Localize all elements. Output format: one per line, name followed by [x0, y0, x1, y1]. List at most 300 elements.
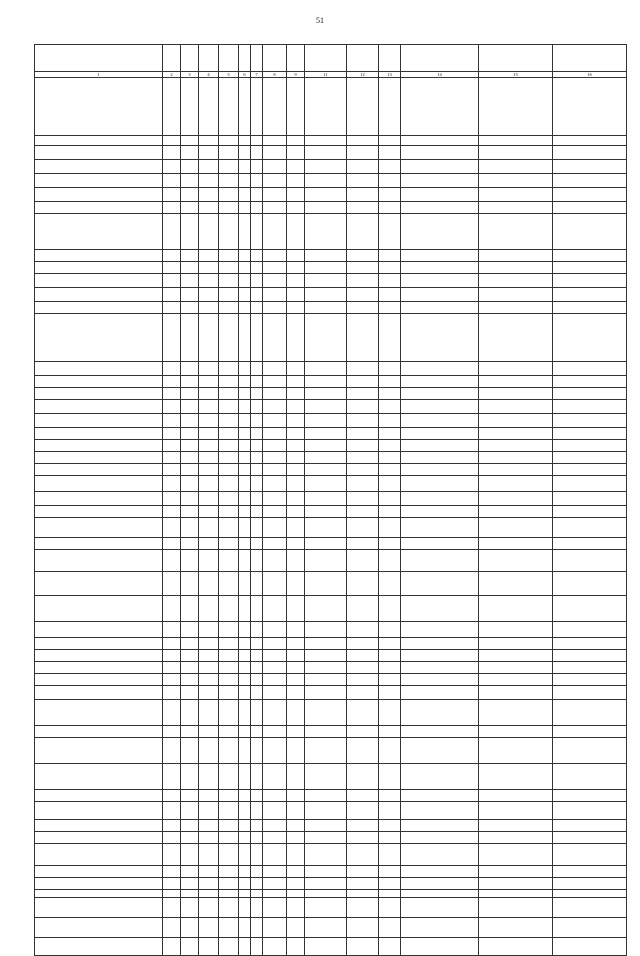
table-cell	[305, 878, 347, 890]
table-cell	[219, 844, 239, 866]
table-cell	[401, 662, 479, 674]
row-name-cell	[35, 674, 163, 686]
table-cell	[251, 662, 263, 674]
table-cell	[379, 878, 401, 890]
table-cell	[199, 314, 219, 362]
table-cell	[347, 572, 379, 596]
table-cell	[401, 898, 479, 918]
table-cell	[163, 802, 181, 820]
table-cell	[553, 700, 627, 726]
table-cell	[479, 738, 553, 764]
table-cell	[479, 638, 553, 650]
table-cell	[287, 802, 305, 820]
table-row	[35, 764, 627, 790]
table-cell	[251, 188, 263, 202]
table-cell	[219, 764, 239, 790]
table-cell	[379, 388, 401, 400]
table-cell	[379, 738, 401, 764]
table-cell	[347, 844, 379, 866]
table-cell	[199, 506, 219, 518]
table-cell	[347, 878, 379, 890]
table-cell	[199, 464, 219, 476]
table-cell	[181, 518, 199, 538]
table-cell	[199, 572, 219, 596]
table-cell	[163, 250, 181, 262]
table-row	[35, 890, 627, 898]
table-cell	[479, 538, 553, 550]
table-row	[35, 188, 627, 202]
row-name-cell	[35, 686, 163, 700]
table-cell	[479, 844, 553, 866]
table-cell	[251, 764, 263, 790]
column-header	[239, 45, 251, 72]
table-cell	[347, 820, 379, 832]
table-cell	[181, 726, 199, 738]
table-cell	[401, 622, 479, 638]
table-cell	[347, 202, 379, 214]
table-cell	[239, 802, 251, 820]
table-cell	[163, 638, 181, 650]
table-cell	[347, 700, 379, 726]
table-cell	[379, 622, 401, 638]
row-name-cell	[35, 596, 163, 622]
table-cell	[199, 820, 219, 832]
table-cell	[379, 790, 401, 802]
table-cell	[305, 174, 347, 188]
table-cell	[239, 288, 251, 302]
table-cell	[239, 820, 251, 832]
table-cell	[287, 918, 305, 938]
table-cell	[199, 538, 219, 550]
table-cell	[401, 686, 479, 700]
table-cell	[263, 262, 287, 274]
row-name-cell	[35, 174, 163, 188]
table-cell	[251, 464, 263, 476]
table-cell	[305, 362, 347, 376]
table-cell	[401, 650, 479, 662]
table-cell	[401, 674, 479, 686]
table-cell	[479, 700, 553, 726]
table-cell	[219, 802, 239, 820]
table-cell	[239, 476, 251, 492]
table-cell	[287, 400, 305, 414]
table-cell	[263, 492, 287, 506]
table-cell	[199, 302, 219, 314]
table-row	[35, 918, 627, 938]
table-cell	[199, 174, 219, 188]
table-cell	[287, 890, 305, 898]
table-cell	[263, 136, 287, 146]
row-name-cell	[35, 314, 163, 362]
table-cell	[263, 428, 287, 440]
table-cell	[251, 288, 263, 302]
table-cell	[287, 638, 305, 650]
table-cell	[401, 638, 479, 650]
row-name-cell	[35, 414, 163, 428]
table-cell	[263, 820, 287, 832]
table-cell	[401, 700, 479, 726]
table-cell	[263, 638, 287, 650]
table-cell	[199, 440, 219, 452]
table-cell	[401, 314, 479, 362]
table-cell	[219, 376, 239, 388]
table-cell	[199, 388, 219, 400]
table-cell	[199, 214, 219, 250]
table-cell	[181, 160, 199, 174]
row-name-cell	[35, 918, 163, 938]
table-cell	[219, 302, 239, 314]
table-row	[35, 78, 627, 136]
table-cell	[479, 414, 553, 428]
table-cell	[219, 550, 239, 572]
table-cell	[251, 622, 263, 638]
column-header	[479, 45, 553, 72]
table-cell	[347, 596, 379, 622]
table-cell	[163, 388, 181, 400]
table-cell	[401, 550, 479, 572]
table-cell	[401, 202, 479, 214]
table-cell	[239, 78, 251, 136]
table-cell	[379, 820, 401, 832]
table-cell	[263, 726, 287, 738]
table-cell	[401, 738, 479, 764]
table-cell	[181, 802, 199, 820]
table-cell	[239, 136, 251, 146]
table-cell	[181, 820, 199, 832]
row-name-cell	[35, 428, 163, 440]
table-cell	[163, 898, 181, 918]
table-cell	[401, 174, 479, 188]
table-cell	[553, 362, 627, 376]
table-cell	[263, 572, 287, 596]
table-cell	[553, 314, 627, 362]
table-cell	[305, 202, 347, 214]
table-cell	[199, 764, 219, 790]
row-name-cell	[35, 700, 163, 726]
table-cell	[163, 188, 181, 202]
table-cell	[347, 362, 379, 376]
table-cell	[219, 898, 239, 918]
table-cell	[239, 764, 251, 790]
table-cell	[553, 878, 627, 890]
table-cell	[553, 428, 627, 440]
table-cell	[305, 302, 347, 314]
table-cell	[263, 414, 287, 428]
table-cell	[181, 302, 199, 314]
row-name-cell	[35, 476, 163, 492]
table-cell	[199, 844, 219, 866]
table-cell	[181, 674, 199, 686]
table-cell	[553, 674, 627, 686]
table-cell	[305, 820, 347, 832]
table-cell	[251, 550, 263, 572]
table-cell	[553, 376, 627, 388]
row-name-cell	[35, 650, 163, 662]
table-cell	[181, 700, 199, 726]
table-cell	[263, 146, 287, 160]
table-cell	[305, 376, 347, 388]
table-cell	[219, 890, 239, 898]
table-cell	[263, 452, 287, 464]
table-cell	[219, 136, 239, 146]
table-cell	[287, 506, 305, 518]
table-cell	[479, 686, 553, 700]
table-row	[35, 538, 627, 550]
table-cell	[263, 188, 287, 202]
table-cell	[305, 918, 347, 938]
table-cell	[305, 274, 347, 288]
row-name-cell	[35, 376, 163, 388]
table-cell	[305, 400, 347, 414]
table-cell	[479, 452, 553, 464]
table-cell	[379, 464, 401, 476]
table-cell	[347, 866, 379, 878]
table-row	[35, 314, 627, 362]
row-name-cell	[35, 820, 163, 832]
table-cell	[263, 538, 287, 550]
column-header-row	[35, 45, 627, 72]
table-cell	[251, 674, 263, 686]
table-row	[35, 726, 627, 738]
table-cell	[181, 938, 199, 956]
table-cell	[219, 174, 239, 188]
table-cell	[287, 362, 305, 376]
table-cell	[401, 572, 479, 596]
table-cell	[553, 506, 627, 518]
table-cell	[347, 174, 379, 188]
table-cell	[479, 440, 553, 452]
table-cell	[479, 790, 553, 802]
table-cell	[199, 878, 219, 890]
table-cell	[181, 78, 199, 136]
table-cell	[379, 506, 401, 518]
table-cell	[479, 550, 553, 572]
table-cell	[479, 802, 553, 820]
table-cell	[553, 890, 627, 898]
table-cell	[263, 738, 287, 764]
table-cell	[401, 764, 479, 790]
table-cell	[199, 188, 219, 202]
table-cell	[287, 662, 305, 674]
table-cell	[379, 146, 401, 160]
table-cell	[163, 362, 181, 376]
table-cell	[263, 202, 287, 214]
table-cell	[347, 918, 379, 938]
table-cell	[163, 832, 181, 844]
budget-table-container	[34, 44, 626, 956]
table-cell	[263, 918, 287, 938]
table-cell	[181, 314, 199, 362]
table-cell	[401, 492, 479, 506]
table-cell	[347, 650, 379, 662]
table-cell	[287, 376, 305, 388]
row-name-cell	[35, 78, 163, 136]
table-cell	[287, 202, 305, 214]
table-cell	[479, 250, 553, 262]
table-cell	[251, 250, 263, 262]
table-cell	[181, 362, 199, 376]
column-index: 6	[239, 72, 251, 78]
table-cell	[251, 790, 263, 802]
table-cell	[251, 428, 263, 440]
table-cell	[479, 376, 553, 388]
table-cell	[347, 452, 379, 464]
table-cell	[287, 146, 305, 160]
table-cell	[479, 506, 553, 518]
table-cell	[401, 596, 479, 622]
column-index: 2	[163, 72, 181, 78]
table-cell	[163, 866, 181, 878]
table-cell	[479, 428, 553, 440]
table-row	[35, 262, 627, 274]
row-name-cell	[35, 388, 163, 400]
table-cell	[163, 726, 181, 738]
table-cell	[199, 160, 219, 174]
table-cell	[305, 866, 347, 878]
table-cell	[479, 890, 553, 898]
row-name-cell	[35, 214, 163, 250]
table-cell	[263, 890, 287, 898]
table-cell	[239, 400, 251, 414]
column-header	[35, 45, 163, 72]
table-cell	[199, 550, 219, 572]
table-cell	[181, 174, 199, 188]
table-cell	[239, 376, 251, 388]
table-cell	[305, 938, 347, 956]
table-cell	[199, 274, 219, 288]
column-header	[347, 45, 379, 72]
table-cell	[219, 202, 239, 214]
table-cell	[199, 918, 219, 938]
table-cell	[163, 262, 181, 274]
table-cell	[347, 622, 379, 638]
table-cell	[379, 414, 401, 428]
table-cell	[305, 250, 347, 262]
table-cell	[263, 160, 287, 174]
table-cell	[305, 650, 347, 662]
table-cell	[239, 738, 251, 764]
table-cell	[379, 136, 401, 146]
table-cell	[401, 188, 479, 202]
table-cell	[379, 288, 401, 302]
table-cell	[239, 428, 251, 440]
table-cell	[219, 274, 239, 288]
table-cell	[347, 674, 379, 686]
table-cell	[181, 572, 199, 596]
table-cell	[553, 492, 627, 506]
table-cell	[163, 400, 181, 414]
table-cell	[347, 314, 379, 362]
table-cell	[305, 832, 347, 844]
row-name-cell	[35, 938, 163, 956]
table-cell	[251, 866, 263, 878]
table-cell	[347, 388, 379, 400]
table-cell	[379, 700, 401, 726]
table-cell	[263, 78, 287, 136]
table-cell	[163, 550, 181, 572]
table-cell	[239, 790, 251, 802]
table-cell	[287, 314, 305, 362]
table-cell	[347, 188, 379, 202]
table-cell	[401, 376, 479, 388]
table-cell	[379, 538, 401, 550]
table-cell	[219, 188, 239, 202]
table-row	[35, 136, 627, 146]
table-cell	[251, 274, 263, 288]
table-cell	[479, 650, 553, 662]
table-cell	[553, 538, 627, 550]
table-cell	[401, 820, 479, 832]
table-cell	[401, 414, 479, 428]
table-cell	[181, 146, 199, 160]
table-cell	[199, 790, 219, 802]
table-cell	[479, 362, 553, 376]
table-cell	[347, 302, 379, 314]
table-cell	[219, 674, 239, 686]
table-cell	[163, 674, 181, 686]
table-cell	[479, 878, 553, 890]
row-name-cell	[35, 550, 163, 572]
table-cell	[347, 890, 379, 898]
table-cell	[287, 250, 305, 262]
table-cell	[287, 738, 305, 764]
table-cell	[287, 174, 305, 188]
row-name-cell	[35, 638, 163, 650]
table-cell	[263, 250, 287, 262]
table-row	[35, 492, 627, 506]
table-cell	[239, 674, 251, 686]
table-cell	[239, 538, 251, 550]
table-cell	[199, 250, 219, 262]
table-cell	[287, 492, 305, 506]
table-cell	[479, 214, 553, 250]
table-cell	[219, 362, 239, 376]
table-row	[35, 428, 627, 440]
table-cell	[401, 250, 479, 262]
table-cell	[251, 700, 263, 726]
table-cell	[263, 844, 287, 866]
table-cell	[251, 596, 263, 622]
table-cell	[239, 890, 251, 898]
table-cell	[181, 550, 199, 572]
table-cell	[347, 738, 379, 764]
table-cell	[347, 250, 379, 262]
table-row	[35, 518, 627, 538]
table-cell	[379, 898, 401, 918]
table-cell	[347, 726, 379, 738]
table-cell	[287, 160, 305, 174]
column-index: 4	[199, 72, 219, 78]
table-cell	[181, 686, 199, 700]
budget-table	[34, 44, 627, 956]
table-cell	[287, 388, 305, 400]
column-index: 16	[553, 72, 627, 78]
table-cell	[553, 726, 627, 738]
row-name-cell	[35, 400, 163, 414]
table-cell	[305, 898, 347, 918]
table-cell	[219, 506, 239, 518]
table-cell	[239, 938, 251, 956]
table-cell	[479, 918, 553, 938]
row-name-cell	[35, 878, 163, 890]
table-cell	[287, 938, 305, 956]
table-cell	[263, 302, 287, 314]
table-cell	[379, 362, 401, 376]
table-cell	[181, 622, 199, 638]
table-cell	[305, 726, 347, 738]
table-cell	[305, 428, 347, 440]
table-cell	[163, 476, 181, 492]
